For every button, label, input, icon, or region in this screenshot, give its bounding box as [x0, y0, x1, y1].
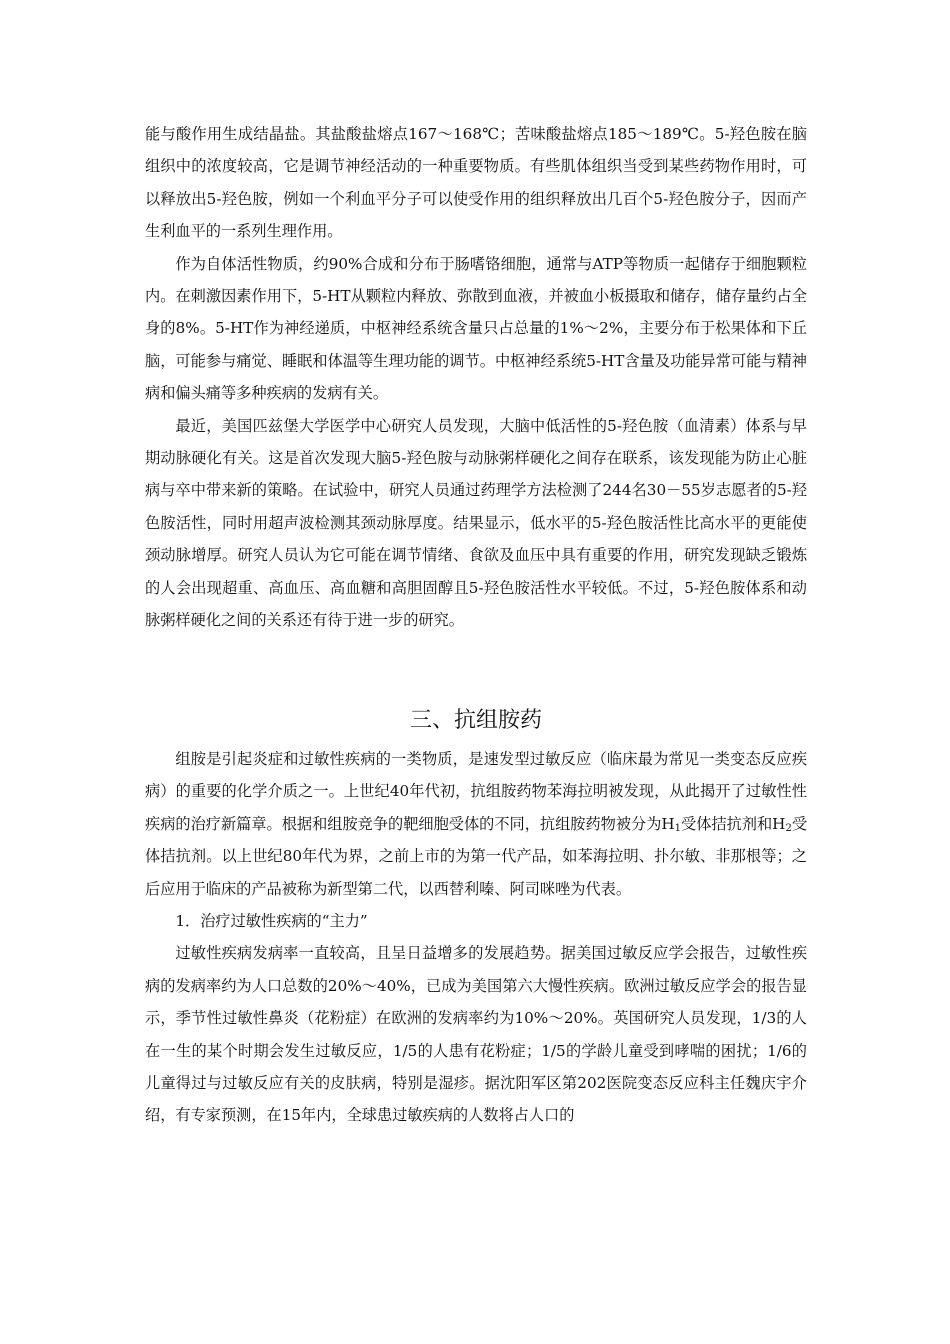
paragraph-autacoid: 作为自体活性物质，约90%合成和分布于肠嗜铬细胞，通常与ATP等物质一起储存于细胞颗粒内。在刺激因素作用下，5-HT从颗粒内释放、弥散到血液，并被血小板摄取和储存，储存量约占全身的8%。5-HT作为神经递质，中枢神经系统含量只占总量的1%～2%，主要分布于松果体和下丘脑，可能参与痛觉、睡眠和体温等生理功能的调节。中枢神经系统5-HT含量及功能异常可能与精神病和偏头痛等多种疾病的发病有关。: [145, 254, 807, 403]
histamine-text-b: 受体拮抗剂和H: [681, 814, 786, 833]
histamine-text-c: 受体拮抗剂。以上世纪80年代为界，之前上市的为第一代产品，如苯海拉明、扑尔敏、非那根等；之后应用于临床的产品被称为新型第二代，以西替利嗪、阿司咪唑为代表。: [145, 814, 808, 898]
paragraph-histamine: [145, 743, 807, 905]
section-heading: 三、抗组胺药: [409, 708, 542, 733]
paragraph-allergy-prevalence: 过敏性疾病发病率一直较高，且呈日益增多的发展趋势。据美国过敏反应学会报告，过敏性疾病的发病率约为人口总数的20%～40%，已成为美国第六大慢性疾病。欧洲过敏反应学会的报告显示，季节性过敏性鼻炎（花粉症）在欧洲的发病率约为10%～20%。英国研究人员发现，1/3的人在一生的某个时期会发生过敏反应，1/5的人患有花粉症；1/5的学龄儿童受到哮喘的困扰；1/6的儿童得过与过敏反应有关的皮肤病，特别是湿疹。据沈阳军区第202医院变态反应科主任魏庆宇介绍，有专家预测，在15年内，全球患过敏疾病的人数将占人口的: [145, 944, 807, 1125]
paragraph-continuation: 能与酸作用生成结晶盐。其盐酸盐熔点167～168℃；苦味酸盐熔点185～189℃。5-羟色胺在脑组织中的浓度较高，它是调节神经活动的一种重要物质。有些肌体组织当受到某些药物作用时，可以释放出5-羟色胺，例如一个利血平分子可以使受作用的组织释放出几百个5-羟色胺分子，因而产生利血平的一系列生理作用。: [145, 125, 807, 241]
text-block-top: [145, 118, 807, 637]
h1-subscript: 1: [674, 822, 682, 834]
paragraph-pittsburgh-study: 最近，美国匹兹堡大学医学中心研究人员发现，大脑中低活性的5-羟色胺（血清素）体系与早期动脉硬化有关。这是首次发现大脑5-羟色胺与动脉粥样硬化之间存在联系，该发现能为防止心脏病与卒中带来新的策略。在试验中，研究人员通过药理学方法检测了244名30－55岁志愿者的5-羟色胺活性，同时用超声波检测其颈动脉厚度。结果显示，低水平的5-羟色胺活性比高水平的更能使颈动脉增厚。研究人员认为它可能在调节情绪、食欲及血压中具有重要的作用，研究发现缺乏锻炼的人会出现超重、高血压、高血糖和高胆固醇且5-羟色胺活性水平较低。不过，5-羟色胺体系和动脉粥样硬化之间的关系还有待于进一步的研究。: [145, 416, 807, 630]
subheading: 1．治疗过敏性疾病的“主力”: [175, 912, 368, 931]
histamine-text-a: 组胺是引起炎症和过敏性疾病的一类物质，是速发型过敏反应（临床最为常见一类变态反应疾病）的重要的化学介质之一。上世纪40年代初，抗组胺药物苯海拉明被发现，从此揭开了过敏性性疾病的治疗新篇章。根据和组胺竞争的靶细胞受体的不同，抗组胺药物被分为H: [145, 750, 807, 833]
text-block-bottom: [145, 743, 807, 1132]
h2-subscript: 2: [785, 822, 792, 834]
